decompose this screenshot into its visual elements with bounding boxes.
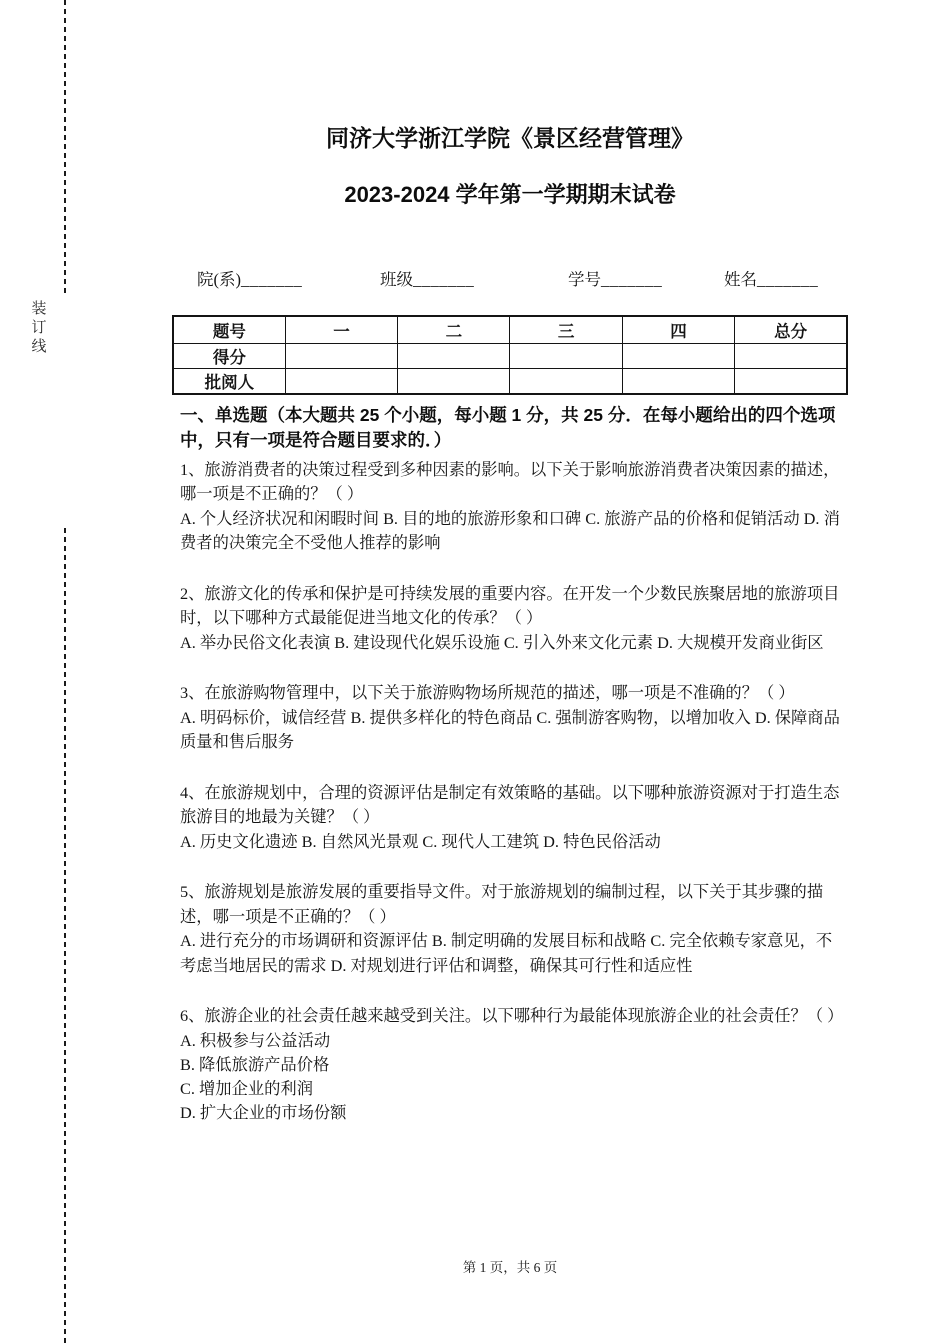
question-2-options: A. 举办民俗文化表演 B. 建设现代化娱乐设施 C. 引入外来文化元素 D. 大规模开发商业街区 [180, 632, 824, 652]
question-1-options: A. 个人经济状况和闲暇时间 B. 目的地的旅游形象和口碑 C. 旅游产品的价格和促销活动 D. 消费者的决策完全不受他人推荐的影响 [180, 508, 840, 552]
score-table-header-cell: 四 [622, 316, 734, 343]
grader-cell-empty [398, 368, 510, 394]
question-6-option-a: A. 积极参与公益活动 [180, 1030, 331, 1050]
grader-row-label: 批阅人 [173, 368, 285, 394]
question-4-options: A. 历史文化遗迹 B. 自然风光景观 C. 现代人工建筑 D. 特色民俗活动 [180, 831, 661, 851]
grader-cell-empty [735, 368, 847, 394]
exam-subtitle: 2023-2024 学年第一学期期末试卷 [344, 182, 676, 207]
field-class-blank: _______ [413, 270, 475, 289]
field-student-id [568, 266, 662, 290]
grader-row [173, 368, 847, 394]
question-block-4 [180, 781, 848, 855]
score-cell-empty [398, 343, 510, 368]
page-number: 第 1 页，共 6 页 [462, 1260, 558, 1275]
question-block-2 [180, 582, 848, 656]
question-3-stem: 3、在旅游购物管理中，以下关于旅游购物场所规范的描述，哪一项是不准确的？（ ） [180, 683, 795, 702]
score-table-header-cell: 三 [510, 316, 622, 343]
question-block-5 [180, 880, 848, 978]
score-row [173, 343, 847, 368]
score-cell-empty [622, 343, 734, 368]
field-name-label: 姓名 [724, 270, 757, 289]
field-name-blank: _______ [757, 270, 819, 289]
question-5-stem: 5、旅游规划是旅游发展的重要指导文件。对于旅游规划的编制过程，以下关于其步骤的描述，哪一项是不正确的？（ ） [180, 882, 824, 926]
score-table [172, 315, 848, 395]
score-table-header-cell: 题号 [173, 316, 285, 343]
question-6-option-b: B. 降低旅游产品价格 [180, 1054, 330, 1074]
score-table-header-cell: 总分 [735, 316, 847, 343]
student-info-row [172, 266, 848, 292]
section-one-heading: 一、单选题（本大题共 25 个小题，每小题 1 分，共 25 分．在每小题给出的四个选项中，只有一项是符合题目要求的．） [180, 404, 836, 450]
question-6-option-c: C. 增加企业的利润 [180, 1078, 313, 1098]
binding-char: 订 [31, 320, 47, 336]
score-row-label: 得分 [173, 343, 285, 368]
question-4-stem: 4、在旅游规划中，合理的资源评估是制定有效策略的基础。以下哪种旅游资源对于打造生态旅游目的地最为关键？（ ） [180, 782, 840, 826]
field-name [724, 266, 818, 290]
question-list [180, 458, 848, 1125]
score-table-header-row [173, 316, 847, 343]
question-block-6 [180, 1004, 848, 1125]
question-5-options: A. 进行充分的市场调研和资源评估 B. 制定明确的发展目标和战略 C. 完全依赖专家意见，不考虑当地居民的需求 D. 对规划进行评估和调整，确保其可行性和适应性 [180, 931, 833, 975]
binding-char: 线 [31, 339, 47, 355]
field-class [380, 266, 474, 290]
grader-cell-empty [285, 368, 397, 394]
grader-cell-empty [510, 368, 622, 394]
question-1-stem: 1、旅游消费者的决策过程受到多种因素的影响。以下关于影响旅游消费者决策因素的描述，哪一项是不正确的？（ ） [180, 459, 840, 503]
exam-title: 同济大学浙江学院《景区经营管理》 [326, 125, 694, 151]
field-department [197, 266, 302, 290]
score-cell-empty [510, 343, 622, 368]
field-department-blank: _______ [241, 270, 303, 289]
grader-cell-empty [622, 368, 734, 394]
exam-page-content [172, 0, 848, 1125]
question-6-stem: 6、旅游企业的社会责任越来越受到关注。以下哪种行为最能体现旅游企业的社会责任？（ ） [180, 1006, 844, 1025]
score-cell-empty [735, 343, 847, 368]
field-student-id-blank: _______ [601, 270, 663, 289]
question-2-stem: 2、旅游文化的传承和保护是可持续发展的重要内容。在开发一个少数民族聚居地的旅游项目时，以下哪种方式最能促进当地文化的传承？（ ） [180, 583, 840, 627]
binding-line-top [64, 0, 66, 296]
score-table-header-cell: 一 [285, 316, 397, 343]
field-class-label: 班级 [380, 270, 413, 289]
question-3-options: A. 明码标价，诚信经营 B. 提供多样化的特色商品 C. 强制游客购物，以增加收入 D. 保障商品质量和售后服务 [180, 707, 840, 751]
field-student-id-label: 学号 [568, 270, 601, 289]
question-6-option-d: D. 扩大企业的市场份额 [180, 1102, 347, 1122]
field-department-label: 院(系) [197, 270, 241, 289]
score-table-header-cell: 二 [398, 316, 510, 343]
binding-line-label [28, 300, 50, 357]
score-cell-empty [285, 343, 397, 368]
binding-line-bottom [64, 528, 66, 1344]
binding-char: 装 [31, 301, 47, 317]
question-block-1 [180, 458, 848, 556]
question-block-3 [180, 681, 848, 755]
